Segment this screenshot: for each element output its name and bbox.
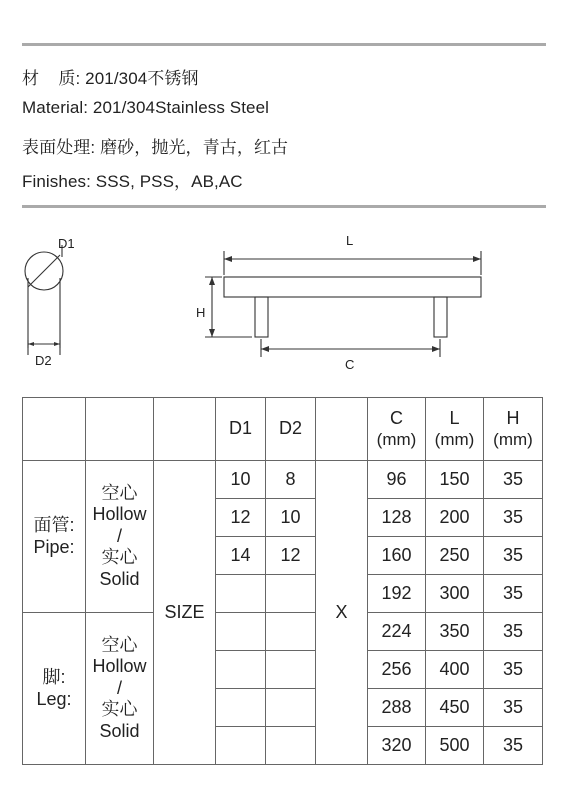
c-cell: 128 (368, 499, 426, 537)
h-cell: 35 (484, 613, 543, 651)
section-diagonal (28, 255, 60, 287)
d2-cell: 12 (266, 537, 316, 575)
h-cell: 35 (484, 499, 543, 537)
material-cn-label: 材 质: (22, 69, 81, 88)
finish-en-label: Finishes: (22, 172, 91, 191)
size-label: SIZE (154, 461, 216, 765)
d2-cell: 8 (266, 461, 316, 499)
h-cell: 35 (484, 537, 543, 575)
c-cell: 192 (368, 575, 426, 613)
material-en-value: 201/304Stainless Steel (92, 98, 270, 117)
table-header-row (23, 398, 543, 461)
d1-cell: 12 (216, 499, 266, 537)
material-cn-value: 201/304不锈钢 (85, 69, 199, 88)
d1-cell: 10 (216, 461, 266, 499)
h-cell: 35 (484, 689, 543, 727)
c-cell: 320 (368, 727, 426, 765)
handle-leg-right (434, 297, 447, 337)
x-label: X (316, 461, 368, 765)
d1-cell (216, 613, 266, 651)
d2-cell (266, 689, 316, 727)
header-l: L (mm) (426, 398, 484, 461)
l-cell: 450 (426, 689, 484, 727)
c-label: C (345, 357, 355, 372)
l-cell: 350 (426, 613, 484, 651)
c-cell: 160 (368, 537, 426, 575)
l-cell: 300 (426, 575, 484, 613)
c-cell: 256 (368, 651, 426, 689)
handle-leg-left (255, 297, 268, 337)
c-cell: 288 (368, 689, 426, 727)
d2-cell (266, 575, 316, 613)
h-cell: 35 (484, 461, 543, 499)
d2-cell (266, 727, 316, 765)
leg-type: 空心 Hollow / 实心 Solid (86, 613, 154, 765)
d1-cell: 14 (216, 537, 266, 575)
header-c: C (mm) (368, 398, 426, 461)
handle-bar (224, 277, 481, 297)
pipe-label: 面管: Pipe: (23, 461, 86, 613)
finish-cn-line (22, 133, 288, 158)
leg-label: 脚: Leg: (23, 613, 86, 765)
h-cell: 35 (484, 651, 543, 689)
middle-divider (22, 205, 546, 208)
l-label: L (346, 233, 354, 248)
material-en-line (22, 98, 269, 118)
material-en-label: Material: (22, 98, 89, 117)
h-cell: 35 (484, 575, 543, 613)
c-cell: 224 (368, 613, 426, 651)
header-d1: D1 (216, 398, 266, 461)
top-divider (22, 43, 546, 46)
finish-cn-value: 磨砂，抛光，青古，红古 (100, 138, 289, 157)
header-d2: D2 (266, 398, 316, 461)
d2-cell (266, 651, 316, 689)
header-h: H (mm) (484, 398, 543, 461)
h-cell: 35 (484, 727, 543, 765)
d1-cell (216, 689, 266, 727)
h-label: H (196, 305, 206, 320)
c-cell: 96 (368, 461, 426, 499)
l-cell: 500 (426, 727, 484, 765)
d1-cell (216, 575, 266, 613)
material-cn-line (22, 64, 199, 89)
handle-diagram (0, 215, 578, 395)
l-cell: 150 (426, 461, 484, 499)
l-cell: 250 (426, 537, 484, 575)
table-row (23, 613, 543, 651)
d1-label: D1 (58, 236, 75, 251)
finish-cn-label: 表面处理: (22, 138, 96, 157)
d1-cell (216, 651, 266, 689)
table-row (23, 461, 543, 499)
d1-cell (216, 727, 266, 765)
l-cell: 200 (426, 499, 484, 537)
l-cell: 400 (426, 651, 484, 689)
d2-cell (266, 613, 316, 651)
d2-cell: 10 (266, 499, 316, 537)
d2-label: D2 (35, 353, 52, 368)
finish-en-line (22, 167, 243, 192)
finish-en-value: SSS, PSS，AB,AC (95, 172, 243, 191)
pipe-type: 空心 Hollow / 实心 Solid (86, 461, 154, 613)
size-table (22, 397, 543, 765)
